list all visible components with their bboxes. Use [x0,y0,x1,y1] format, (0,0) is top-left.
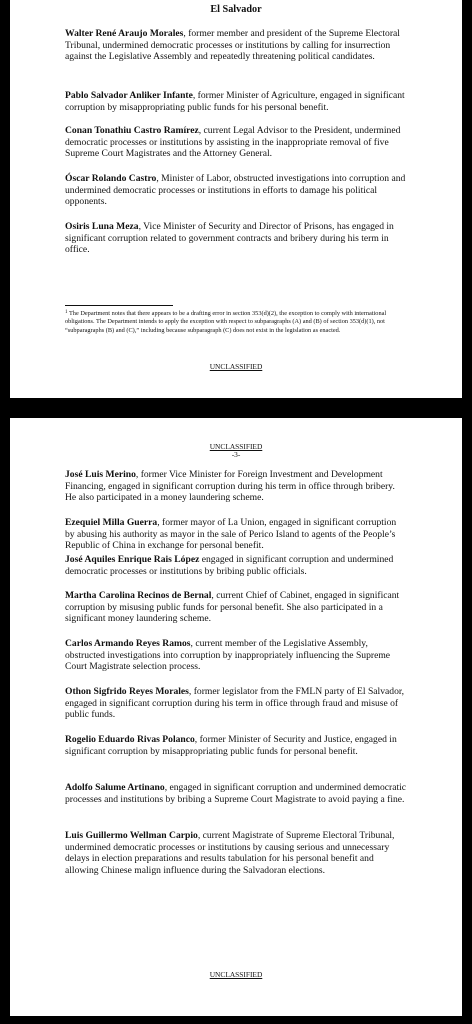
sanction-entry [65,782,407,805]
entry-text: , former member and president of the Supreme Electoral Tribunal, undermined democratic processes or institutions by calling for insurrection against the Legislative Assembly and repeatedly threatening political candidates. [65,28,400,63]
person-name: Othon Sigfrido Reyes Morales [65,686,189,697]
sanction-entry [65,590,407,625]
classification-marking-bottom: UNCLASSIFIED [209,970,263,979]
person-name: Ezequiel Milla Guerra [65,517,158,528]
person-name: Carlos Armando Reyes Ramos [65,638,191,649]
entry-text: , former Vice Minister for Foreign Investment and Development Financing, engaged in significant corruption during his term in office through bribery. He also participated in a money laundering scheme. [65,469,395,504]
document-page-2 [10,418,462,1016]
person-name: Osiris Luna Meza [65,221,139,232]
person-name: Luis Guillermo Wellman Carpio [65,830,198,841]
sanction-entry [65,686,407,721]
entry-text: , Minister of Labor, obstructed investigations into corruption and undermined democratic processes or institutions in efforts to damage his political opponents. [65,173,406,208]
sanction-entry [65,830,407,877]
sanction-entry [65,28,407,63]
person-name: Adolfo Salume Artinano [65,782,165,793]
footnote-mark: 1 [65,310,68,315]
entry-text: , current member of the Legislative Assembly, obstructed investigations into corruption by inappropriately influencing the Supreme Court Magistrate selection process. [65,638,391,673]
entry-text: , former Minister of Agriculture, engaged in significant corruption by misappropriating public funds for his personal benefit. [65,90,405,113]
document-page-1 [10,0,462,398]
sanction-entry [65,125,407,160]
sanction-entry [65,469,407,504]
sanction-entry [65,734,407,757]
footnote-divider [65,305,173,306]
sanction-entry [65,517,407,552]
entry-text: , former legislator from the FMLN party of El Salvador, engaged in significant corruption during his term in office through fraud and misuse of public funds. [65,686,405,721]
person-name: Óscar Rolando Castro [65,173,157,184]
classification-marking-top: UNCLASSIFIED [209,442,263,451]
person-name: José Luis Merino [65,469,136,480]
footnote [65,309,407,335]
entry-text: , Vice Minister of Security and Director of Prisons, has engaged in significant corruption related to government contracts and bribery during his term in office. [65,221,394,256]
sanction-entry [65,90,407,113]
entry-text: , former mayor of La Union, engaged in significant corruption by abusing his authority as mayor in the sale of Perico Island to agents of the People’s Republic of China in exchange for personal benefit. [65,517,397,552]
person-name: Conan Tonathiu Castro Ramírez [65,125,199,136]
person-name: José Aquiles Enrique Rais López [65,554,200,565]
sanction-entry [65,173,407,208]
person-name: Martha Carolina Recinos de Bernal [65,590,212,601]
classification-marking: UNCLASSIFIED [209,362,263,371]
footnote-text: The Department notes that there appears to be a drafting error in section 353(d)(2), the exception to comply with international obligations. The Department intends to apply the exception with respect to subparagraphs (A) and (B) of section 353(d)(1), not “subparagraphs (B) and (C),” including because subparagraph (C) does not exist in the legislation as enacted. [65,310,387,334]
entry-text: , current Chief of Cabinet, engaged in significant corruption by misusing public funds for personal benefit. She also participated in a significant money laundering scheme. [65,590,400,625]
entry-text: , current Magistrate of Supreme Electoral Tribunal, undermined democratic processes or institutions by causing serious and unnecessary delays in election preparations and results tabulation for his personal benefit and allowing Chinese malign influence during the Salvadoran elections. [65,830,395,877]
entry-text: , engaged in significant corruption and undermined democratic processes and institutions by bribing a Supreme Court Magistrate to avoid paying a fine. [65,782,407,805]
person-name: Rogelio Eduardo Rivas Polanco [65,734,195,745]
sanction-entry [65,554,407,577]
sanction-entry [65,638,407,673]
country-heading: El Salvador [210,4,262,15]
person-name: Walter René Araujo Morales [65,28,184,39]
page-number: -3- [231,450,241,459]
entry-text: , former Minister of Security and Justice, engaged in significant corruption by misappropriating public funds for personal benefit. [65,734,397,757]
sanction-entry [65,221,407,256]
entry-text: engaged in significant corruption and undermined democratic processes or institutions by bribing public officials. [65,554,394,577]
person-name: Pablo Salvador Anliker Infante [65,90,193,101]
entry-text: , current Legal Advisor to the President, undermined democratic processes or institutions by assisting in the inappropriate removal of five Supreme Court Magistrates and the Attorney General. [65,125,401,160]
